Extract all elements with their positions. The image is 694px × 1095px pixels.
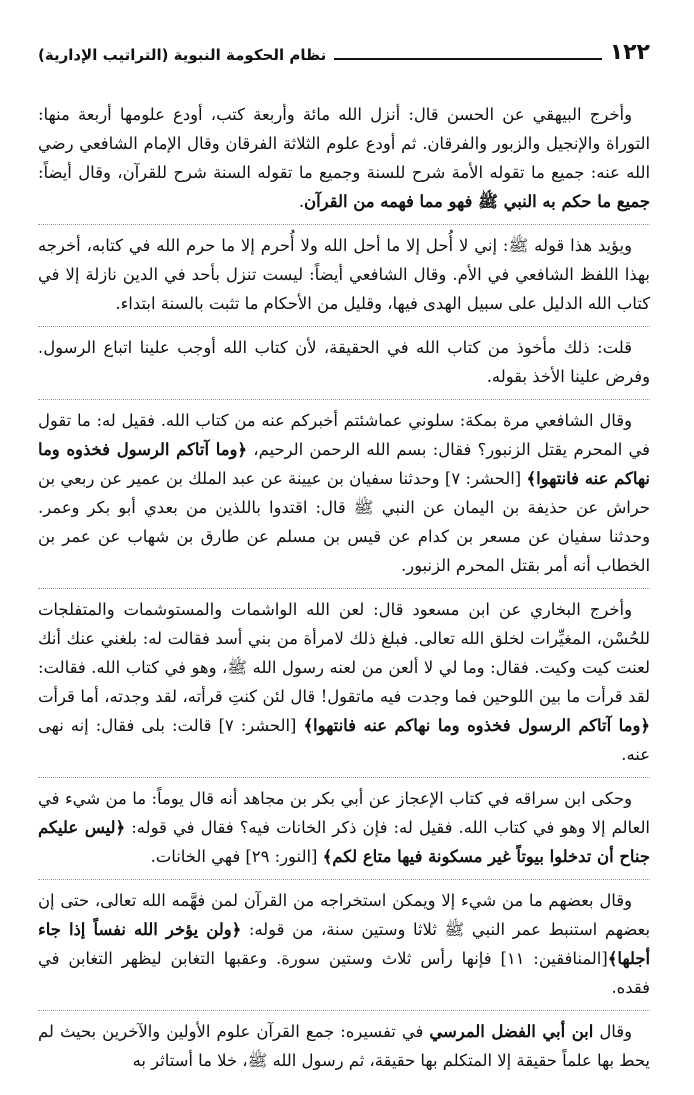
divider bbox=[38, 399, 650, 400]
divider bbox=[38, 879, 650, 880]
paragraph-6 bbox=[38, 784, 650, 876]
bold-quote: ﴿وما آتاكم الرسول فخذوه وما نهاكم عنه فانتهوا﴾ bbox=[303, 716, 650, 735]
running-title bbox=[38, 46, 610, 64]
paragraph-3 bbox=[38, 333, 650, 396]
running-title-text: نظام الحكومة النبوية (التراتيب الإدارية) bbox=[38, 46, 327, 64]
paragraph-5 bbox=[38, 595, 650, 774]
paragraph-text: وقال الشافعي مرة بمكة: سلوني عماشئتم أخبركم عنه من كتاب الله. فقيل له: ما تقول في المحرم يقتل الزنبور؟ فقال: بسم الله الرحمن الرحيم، bbox=[38, 411, 650, 459]
paragraph-1 bbox=[38, 100, 650, 221]
paragraph-text: وأخرج البخاري عن ابن مسعود قال: لعن الله الواشمات والمستوشمات والمتفلجات للحُسْن، المغيِّرات لخلق الله تعالى. فبلغ ذلك لامرأة من بني أسد فقالت له: بلغني عنك أنك لعنت كيت وكيت. فقال: وما لي لا ألعن من لعنه رسول الله ﷺ، وهو في كتاب الله. فقالت: لقد قرأت ما بين اللوحين فما وجدت فيه ماتقول! قال لئن كنتِ قرأته، لقد وجدته، أما قرأت bbox=[38, 600, 650, 706]
divider bbox=[38, 777, 650, 778]
paragraph-text: [الحشر: ٧] قالت: بلى فقال: إنه نهى عنه. bbox=[38, 716, 650, 764]
paragraph-text: وحكى ابن سراقه في كتاب الإعجاز عن أبي بكر بن مجاهد أنه قال يوماً: ما من شيء في العالم إلا وهو في كتاب الله. فقيل له: فإن ذكر الخانات فيه؟ فقال في قوله: bbox=[38, 789, 650, 837]
bold-quote: ﴿ولن يؤخر الله نفساً إذا جاء أجلها﴾ bbox=[38, 920, 650, 968]
paragraph-text: ويؤيد هذا قوله ﷺ: إني لا أُحل إلا ما أحل الله ولا أُحرم إلا ما حرم الله في كتابه، أخرجه بهذا اللفظ الشافعي في الأم. وقال الشافعي أيضاً: ليست تنزل بأحد في الدين نازلة إلا في كتاب الله الدليل على سبيل الهدى فيها، وقليل من الأحكام ما تثبت بالسنة ابتداء. bbox=[38, 236, 650, 313]
page-body bbox=[38, 100, 650, 1080]
divider bbox=[38, 588, 650, 589]
divider bbox=[38, 1010, 650, 1011]
page-header bbox=[38, 34, 650, 64]
paragraph-text: [المنافقين: ١١] فإنها رأس ثلاث وستين سورة. وعقبها التغابن ليظهر التغابن في فقده. bbox=[38, 949, 650, 997]
bold-quote: جميع ما حكم به النبي ﷺ فهو مما فهمه من القرآن bbox=[304, 192, 650, 211]
paragraph-text: وقال bbox=[593, 1022, 632, 1041]
paragraph-2 bbox=[38, 231, 650, 323]
page-number: ١٢٢ bbox=[609, 40, 650, 65]
header-row bbox=[38, 42, 650, 64]
paragraph-text: وقال بعضهم ما من شيء إلا ويمكن استخراجه من القرآن لمن فهَّمه الله تعالى، حتى إن بعضهم استنبط عمر النبي ﷺ ثلاثا وستين سنة، من قوله: bbox=[38, 891, 651, 939]
paragraph-text: وأخرج البيهقي عن الحسن قال: أنزل الله مائة وأربعة كتب، أودع علومها أربعة منها: التوراة والإنجيل والزبور والفرقان. ثم أودع علوم الثلاثة الفرقان وقال الإمام الشافعي رضي الله عنه: جميع ما تقوله الأمة شرح للسنة وجميع ما تقوله السنة شرح للقرآن، وقال أيضاً: bbox=[38, 105, 650, 182]
divider bbox=[38, 224, 650, 225]
paragraph-text: في تفسيره: جمع القرآن علوم الأولين والآخرين بحيث لم يحط بها علماً حقيقة إلا المتكلم بها حقيقة، ثم رسول الله ﷺ، خلا ما أستاثر به bbox=[38, 1022, 650, 1070]
paragraph-4 bbox=[38, 406, 650, 585]
divider bbox=[38, 326, 650, 327]
paragraph-text: [الحشر: ٧] وحدثنا سفيان بن عيينة عن عبد الملك بن عمير عن ربعي بن حراش عن حذيفة بن اليمان عن النبي ﷺ قال: اقتدوا باللذين من بعدي أبو بكر وعمر. وحدثنا سفيان عن مسعر بن كدام عن قيس بن مسلم عن طارق بن شهاب عن عمر بن الخطاب أنه أمر بقتل المحرم الزنبور. bbox=[38, 469, 650, 575]
header-rule bbox=[334, 58, 601, 60]
paragraph-text: قلت: ذلك مأخوذ من كتاب الله في الحقيقة، لأن كتاب الله أوجب علينا اتباع الرسول. وفرض علينا الأخذ بقوله. bbox=[38, 338, 650, 386]
bold-name: ابن أبي الفضل المرسي bbox=[429, 1022, 594, 1041]
paragraph-text: . bbox=[298, 192, 305, 211]
bold-quote: ﴿وما آتاكم الرسول فخذوه وما نهاكم عنه فانتهوا﴾ bbox=[38, 440, 650, 488]
paragraph-8 bbox=[38, 1017, 650, 1080]
bold-quote: ﴿ليس عليكم جناح أن تدخلوا بيوتاً غير مسكونة فيها متاع لكم﴾ bbox=[38, 818, 650, 866]
paragraph-7 bbox=[38, 886, 650, 1007]
paragraph-text: [النور: ٢٩] فهي الخانات. bbox=[150, 847, 323, 866]
